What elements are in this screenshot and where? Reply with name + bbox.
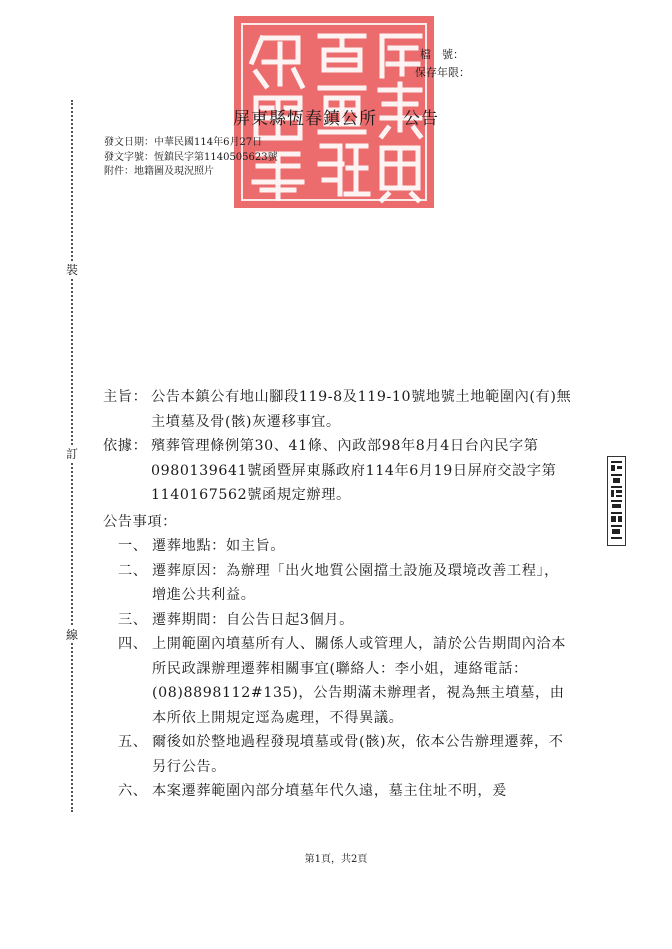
issue-date: 發文日期：中華民國114年6月27日 (104, 137, 263, 148)
item-number: 三、 (118, 611, 148, 628)
file-info-block (400, 46, 470, 82)
notice-item (103, 632, 573, 730)
basis-label: 依據： (103, 438, 148, 454)
item-text: 爾後如於整地過程發現墳墓或骨(骸)灰，依本公告辦理遷葬，不另行公告。 (152, 734, 564, 775)
notice-items-title: 公告事項： (103, 513, 177, 530)
item-text: 遷葬原因：為辦理「出火地質公園擋土設施及環境改善工程」，增進公共利益。 (152, 562, 559, 603)
notice-item (103, 608, 573, 633)
side-barcode-stamp (607, 456, 626, 546)
item-text: 遷葬地點：如主旨。 (152, 538, 286, 554)
binding-char-zhuang: 裝 (65, 263, 78, 277)
item-text: 本案遷葬範圍內部分墳墓年代久遠，墓主住址不明，爰 (152, 783, 507, 799)
document-number: 發文字號：恆鎮民字第1140505623號 (104, 151, 278, 163)
basis-text: 殯葬管理條例第30、41條、內政部98年8月4日台內民字第0980139641號函暨屏東縣政府114年6月19日屏府交設字第1140167562號函規定辦理。 (151, 438, 557, 503)
item-number: 六、 (118, 783, 148, 799)
attachment: 附件：地籍圖及現況照片 (104, 166, 214, 177)
subject-label: 主旨： (103, 389, 148, 405)
document-title (0, 104, 672, 129)
binding-char-xian: 線 (65, 628, 78, 642)
subject-text: 公告本鎮公有地山腳段119-8及119-10號地號土地範圍內(有)無主墳墓及骨(骸)灰遷移事宜。 (151, 389, 572, 430)
document-meta (104, 136, 278, 180)
basis-paragraph (103, 434, 573, 508)
notice-item (103, 534, 573, 559)
item-text: 上開範圍內墳墓所有人、關係人或管理人，請於公告期間內洽本所民政課辦理遷葬相關事宜(聯絡人：李小姐，連絡電話：(08)8898112#135)，公告期滿未辦理者，視為無主墳墓，由本所依上開規定逕為處理，不得異議。 (152, 636, 567, 726)
subject-paragraph (103, 385, 573, 434)
retention-period-label: 保存年限： (415, 66, 470, 79)
item-number: 四、 (118, 636, 148, 652)
item-number: 一、 (118, 538, 148, 554)
notice-item (103, 779, 573, 804)
notice-item (103, 559, 573, 608)
binding-char-ding: 訂 (65, 447, 78, 461)
page-number: 第1頁，共2頁 (304, 854, 368, 865)
document-type: 公告 (403, 109, 439, 129)
item-text: 遷葬期間：自公告日起3個月。 (152, 611, 354, 628)
notice-body (103, 385, 573, 804)
agency-name: 屏東縣恆春鎮公所 (233, 109, 377, 129)
item-number: 二、 (118, 562, 148, 579)
item-number: 五、 (118, 734, 148, 750)
file-number-label: 檔 號： (420, 48, 464, 61)
notice-item (103, 730, 573, 779)
